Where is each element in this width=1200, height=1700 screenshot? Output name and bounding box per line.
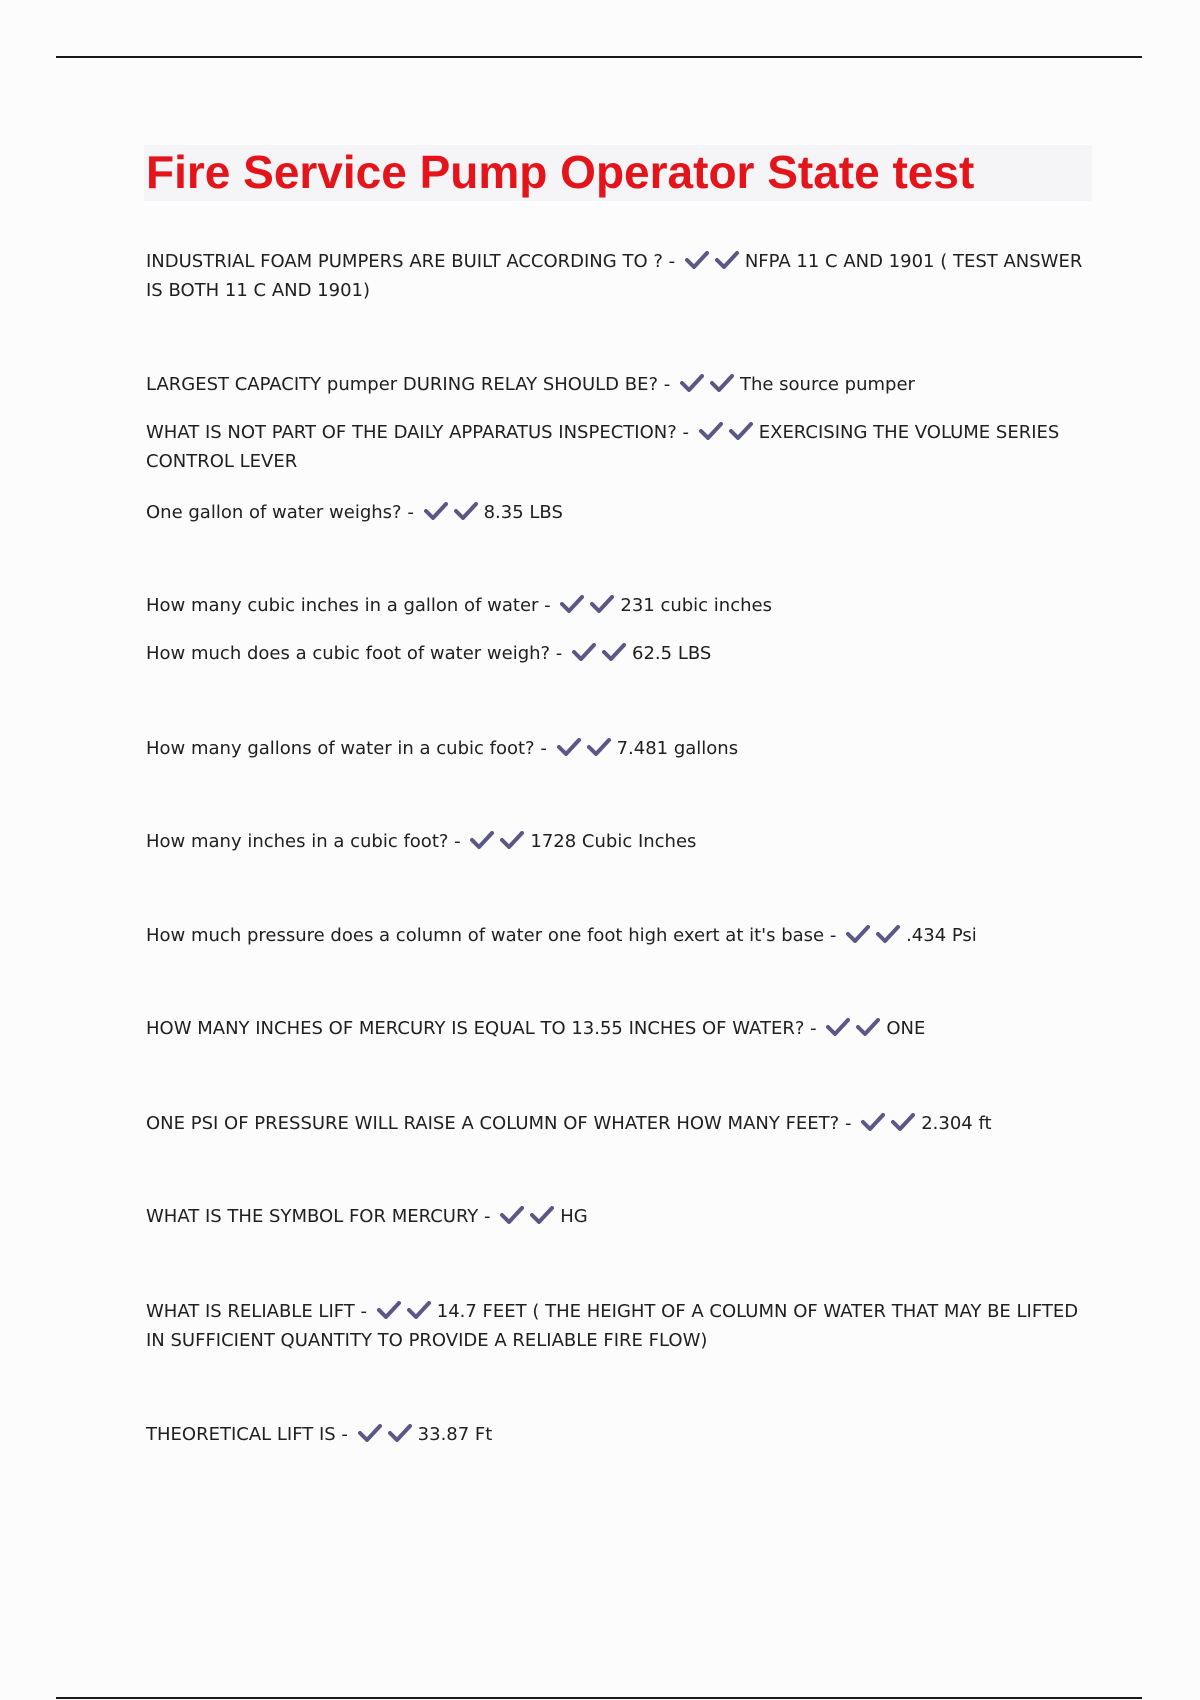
qa-item	[146, 247, 1086, 305]
answer-text: 7.481 gallons	[616, 738, 739, 759]
answer-text: 1728 Cubic Inches	[530, 831, 697, 852]
answer-text: 62.5 LBS	[632, 643, 712, 664]
answer-text: The source pumper	[739, 374, 915, 395]
question-text: WHAT IS THE SYMBOL FOR MERCURY -	[146, 1206, 491, 1227]
double-checkmark-icon	[500, 1202, 560, 1231]
question-text: WHAT IS NOT PART OF THE DAILY APPARATUS INSPECTION? -	[146, 422, 689, 443]
qa-item	[146, 498, 1086, 527]
double-checkmark-icon	[424, 498, 484, 527]
answer-text: 33.87 Ft	[417, 1424, 493, 1445]
answer-text: 2.304 ft	[921, 1113, 992, 1134]
double-checkmark-icon	[685, 247, 745, 276]
question-text: How many cubic inches in a gallon of water -	[146, 595, 551, 616]
question-text: How much pressure does a column of water one foot high exert at it's base -	[146, 925, 837, 946]
qa-item	[146, 1014, 1086, 1043]
answer-text: .434 Psi	[906, 925, 977, 946]
double-checkmark-icon	[699, 418, 759, 447]
answer-text: 14.7 FEET ( THE HEIGHT OF A COLUMN OF WATER THAT MAY BE LIFTED IN SUFFICIENT QUANTITY TO PROVIDE A RELIABLE FIRE FLOW)	[146, 1301, 1079, 1351]
qa-item	[146, 1109, 1086, 1138]
qa-item	[146, 418, 1086, 476]
question-text: THEORETICAL LIFT IS -	[146, 1424, 348, 1445]
double-checkmark-icon	[358, 1420, 418, 1449]
qa-item	[146, 1297, 1086, 1355]
answer-text: EXERCISING THE VOLUME SERIES CONTROL LEVER	[146, 422, 1060, 472]
double-checkmark-icon	[680, 370, 740, 399]
double-checkmark-icon	[826, 1014, 886, 1043]
question-text: HOW MANY INCHES OF MERCURY IS EQUAL TO 13.55 INCHES OF WATER? -	[146, 1018, 817, 1039]
double-checkmark-icon	[861, 1109, 921, 1138]
question-text: How much does a cubic foot of water weigh? -	[146, 643, 563, 664]
qa-item	[146, 734, 1086, 763]
answer-text: ONE	[886, 1018, 926, 1039]
answer-text: HG	[560, 1206, 588, 1227]
double-checkmark-icon	[377, 1297, 437, 1326]
qa-item	[146, 1202, 1086, 1231]
question-text: WHAT IS RELIABLE LIFT -	[146, 1301, 368, 1322]
qa-item	[146, 1420, 1086, 1449]
question-text: ONE PSI OF PRESSURE WILL RAISE A COLUMN OF WHATER HOW MANY FEET? -	[146, 1113, 852, 1134]
qa-item	[146, 370, 1086, 399]
page-title: Fire Service Pump Operator State test	[146, 146, 975, 198]
qa-item	[146, 827, 1086, 856]
double-checkmark-icon	[557, 734, 617, 763]
top-rule	[56, 56, 1142, 58]
qa-item	[146, 921, 1086, 950]
question-text: One gallon of water weighs? -	[146, 502, 414, 523]
question-text: How many gallons of water in a cubic foot? -	[146, 738, 547, 759]
qa-item	[146, 591, 1086, 620]
double-checkmark-icon	[572, 639, 632, 668]
qa-item	[146, 639, 1086, 668]
answer-text: 231 cubic inches	[620, 595, 772, 616]
answer-text: 8.35 LBS	[483, 502, 563, 523]
answer-text: NFPA 11 C AND 1901 ( TEST ANSWER IS BOTH 11 C AND 1901)	[146, 251, 1083, 301]
question-text: INDUSTRIAL FOAM PUMPERS ARE BUILT ACCORDING TO ? -	[146, 251, 676, 272]
double-checkmark-icon	[560, 591, 620, 620]
bottom-rule	[56, 1697, 1142, 1699]
question-text: How many inches in a cubic foot? -	[146, 831, 461, 852]
double-checkmark-icon	[846, 921, 906, 950]
question-text: LARGEST CAPACITY pumper DURING RELAY SHOULD BE? -	[146, 374, 671, 395]
double-checkmark-icon	[470, 827, 530, 856]
